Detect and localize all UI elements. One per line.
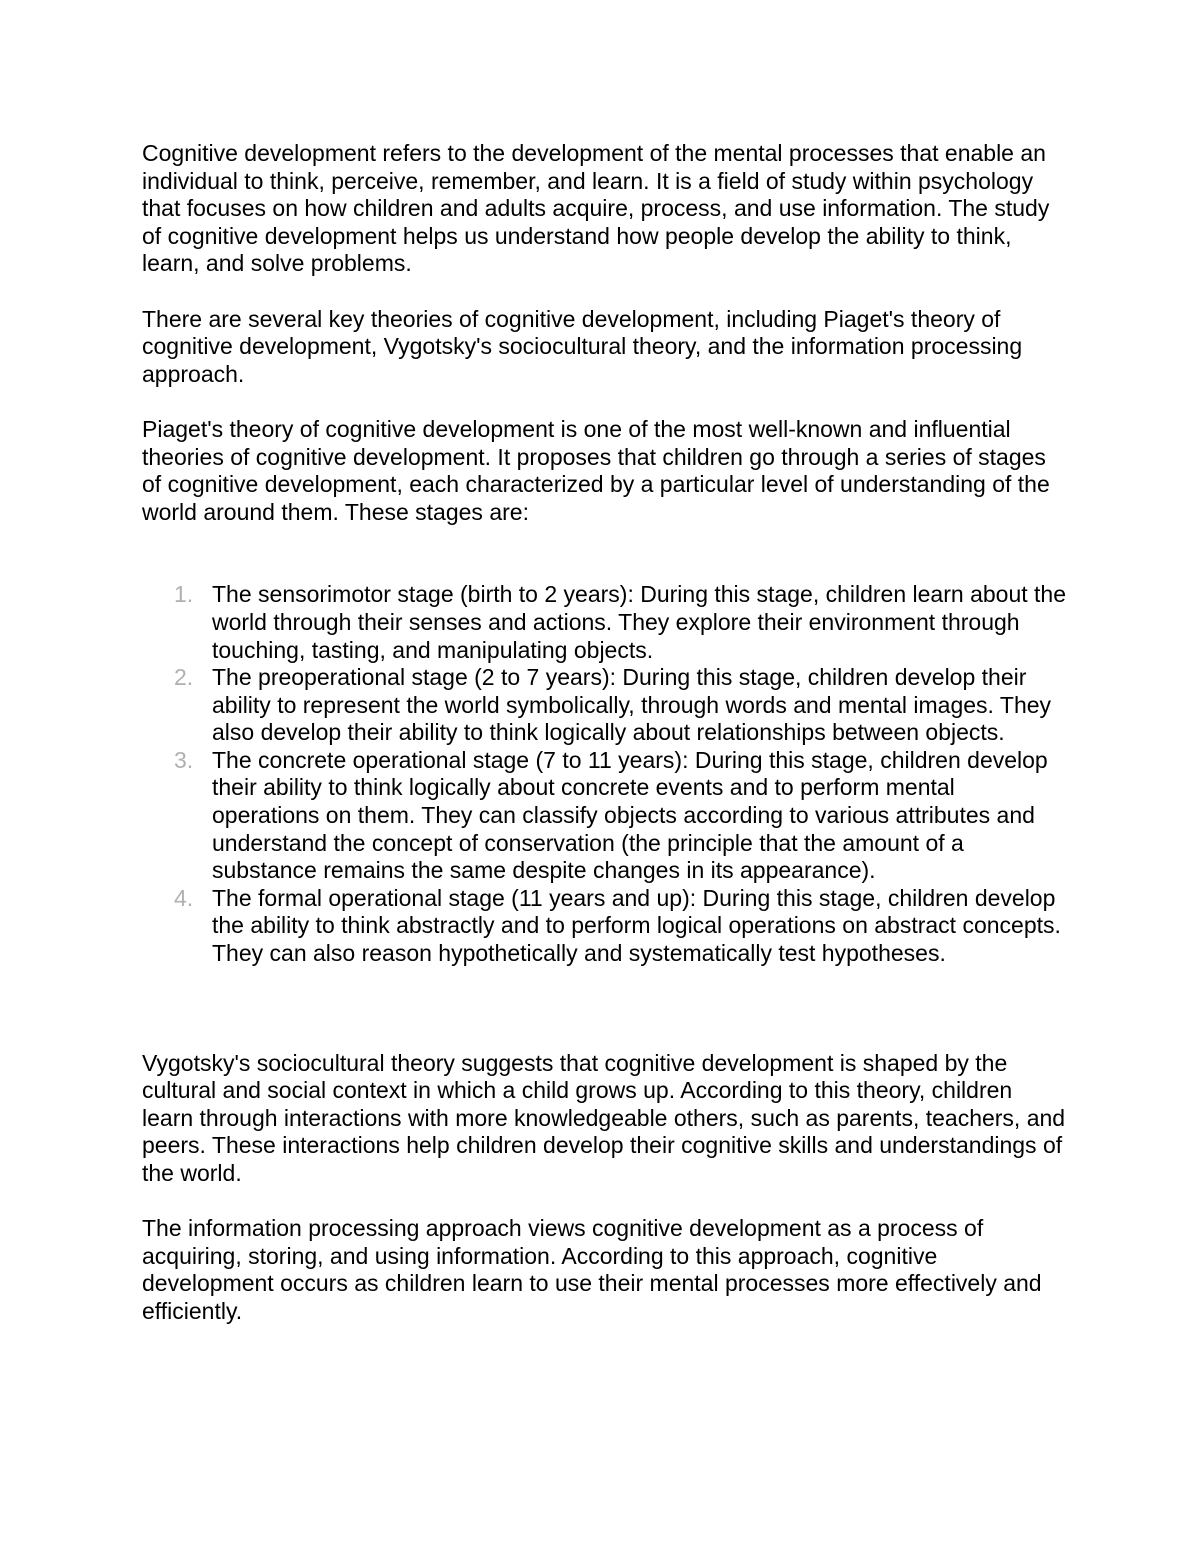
list-item-formal-operational: [174, 884, 1067, 968]
list-item-text: The preoperational stage (2 to 7 years): During this stage, children develop their ability to represent the world symbolically, through words and mental images. They also develop their ability to think logically about relationships between objects.: [212, 664, 1052, 746]
list-number: 4.: [174, 884, 194, 911]
list-item-preoperational: [174, 664, 1067, 747]
list-number: 3.: [174, 746, 194, 773]
list-item-concrete-operational: [174, 746, 1067, 885]
list-item-text: The formal operational stage (11 years and up): During this stage, children develop the ability to think abstractly and to perform logical operations on abstract concepts. They can also reason hypothetically and systematically test hypotheses.: [212, 884, 1061, 967]
paragraph-intro: Cognitive development refers to the development of the mental processes that enable an individual to think, perceive, remember, and learn. It is a field of study within psychology that focuses on how children and adults acquire, process, and use information. The study of cognitive development helps us understand how people develop the ability to think, learn, and solve problems.: [142, 140, 1050, 277]
paragraph-key-theories: There are several key theories of cognitive development, including Piaget's theory of cognitive development, Vygotsky's sociocultural theory, and the information processing approach.: [142, 305, 1023, 387]
list-item-sensorimotor: [174, 581, 1067, 664]
document-body: [142, 140, 1067, 1353]
list-number: 2.: [174, 664, 194, 691]
paragraph-information-processing: The information processing approach views cognitive development as a process of acquiring, storing, and using information. According to this approach, cognitive development occurs as children learn to use their mental processes more effectively and efficiently.: [142, 1215, 1042, 1324]
list-number: 1.: [174, 581, 194, 608]
list-item-text: The concrete operational stage (7 to 11 years): During this stage, children develop their ability to think logically about concrete events and to perform mental operations on them. They can classify objects according to various attributes and understand the concept of conservation (the principle that the amount of a substance remains the same despite changes in its appearance).: [212, 746, 1048, 884]
paragraph-vygotsky: Vygotsky's sociocultural theory suggests that cognitive development is shaped by the cultural and social context in which a child grows up. According to this theory, children learn through interactions with more knowledgeable others, such as parents, teachers, and peers. These interactions help children develop their cognitive skills and understandings of the world.: [142, 1049, 1066, 1186]
paragraph-piaget: Piaget's theory of cognitive development is one of the most well-known and influential theories of cognitive development. It proposes that children go through a series of stages of cognitive development, each characterized by a particular level of understanding of the world around them. These stages are:: [142, 415, 1050, 525]
list-item-text: The sensorimotor stage (birth to 2 years): During this stage, children learn about the world through their senses and actions. They explore their environment through touching, tasting, and manipulating objects.: [212, 581, 1066, 663]
stages-list: [142, 581, 1067, 967]
